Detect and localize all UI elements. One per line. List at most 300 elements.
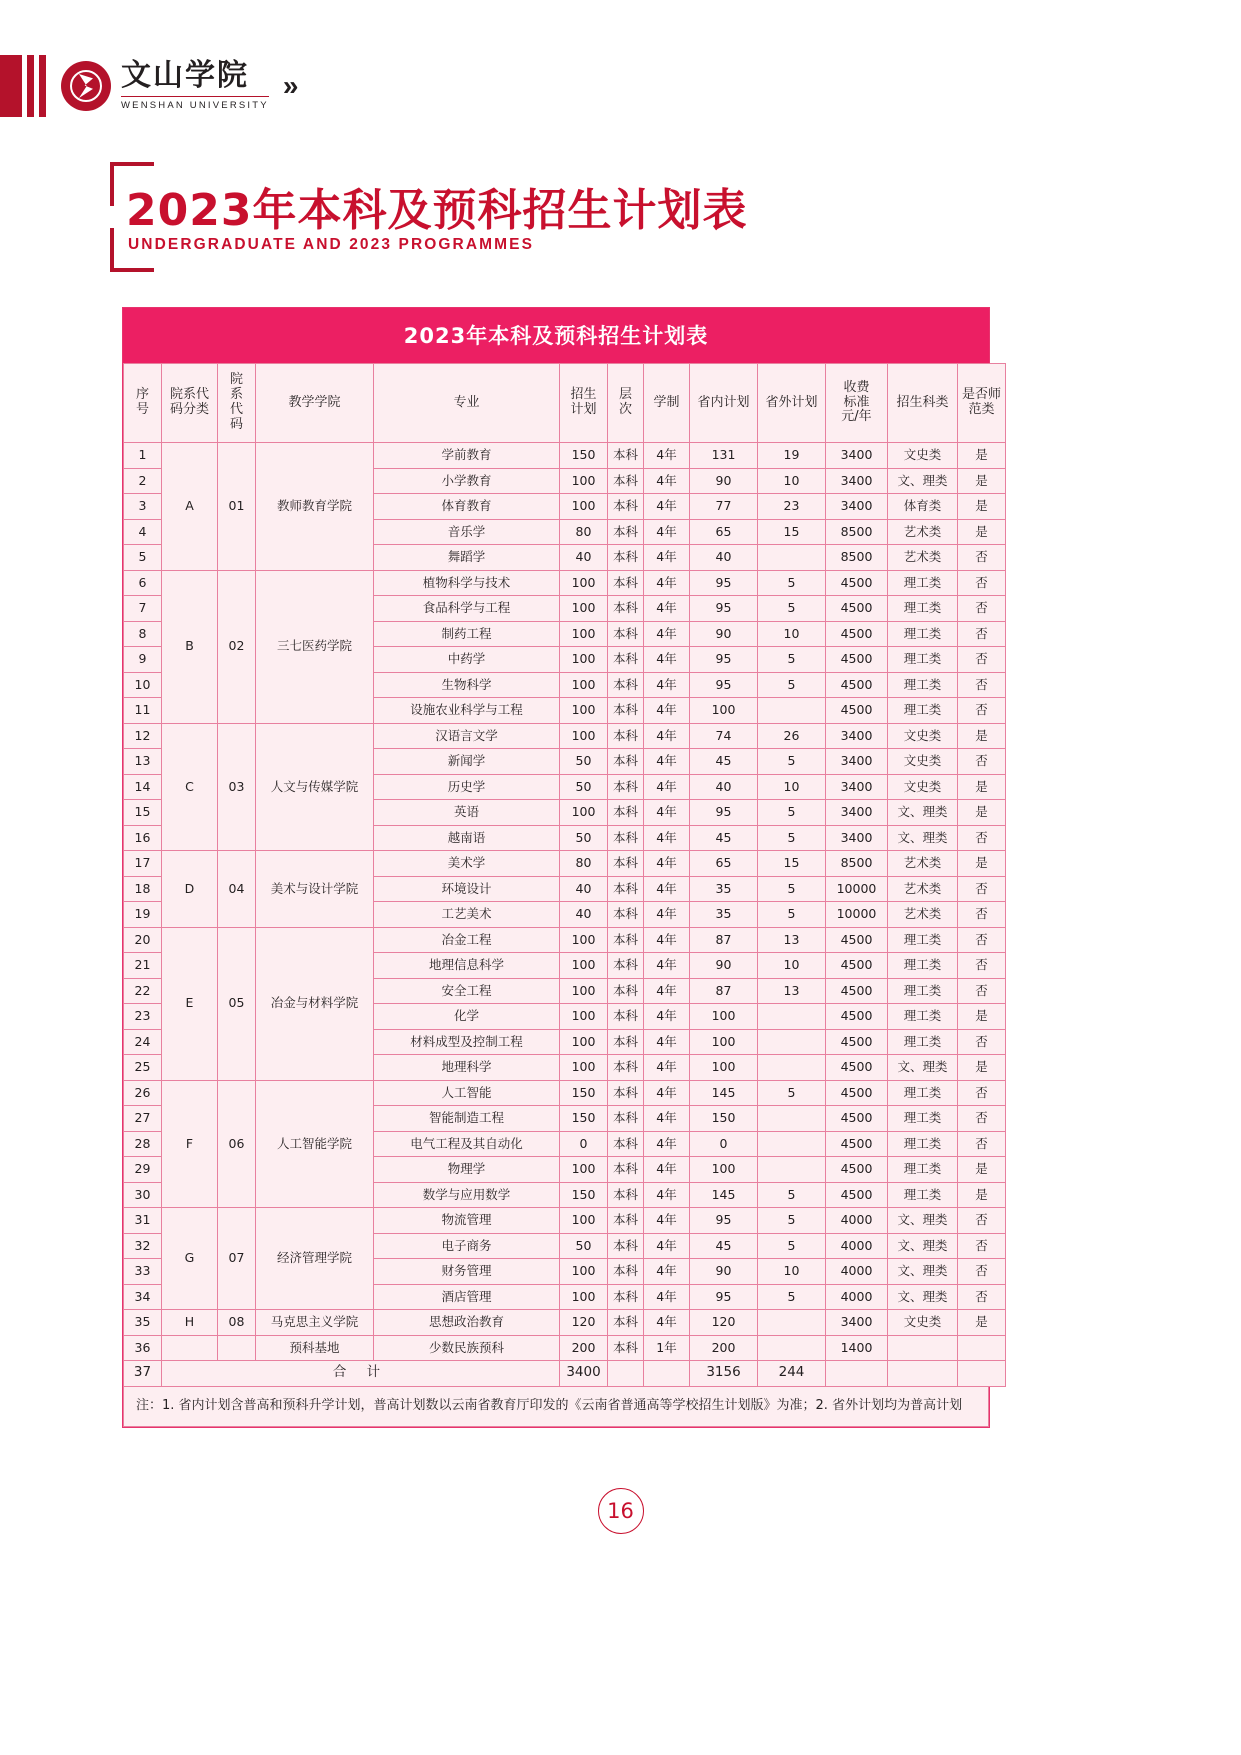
cell-level: 本科 [608, 978, 644, 1004]
page-title: 2023年本科及预科招生计划表 [126, 185, 748, 236]
cell-no: 12 [124, 723, 162, 749]
cell-fee: 3400 [826, 800, 888, 826]
cell-dept-code: 02 [218, 570, 256, 723]
cell-out-province [758, 1106, 826, 1132]
cell-years: 4年 [644, 851, 690, 877]
cell-normal: 否 [958, 570, 1006, 596]
table-caption: 2023年本科及预科招生计划表 [123, 308, 989, 363]
cell-fee: 4500 [826, 596, 888, 622]
cell-total-no: 37 [124, 1361, 162, 1387]
cell-major: 地理信息科学 [374, 953, 560, 979]
cell-dept-letter: A [162, 443, 218, 571]
cell-years: 4年 [644, 749, 690, 775]
table-total-row [124, 1361, 1006, 1387]
cell-plan: 100 [560, 570, 608, 596]
cell-college: 冶金与材料学院 [256, 927, 374, 1080]
cell-total-normal [958, 1361, 1006, 1387]
cell-out-province: 23 [758, 494, 826, 520]
cell-plan: 40 [560, 876, 608, 902]
cell-level: 本科 [608, 1208, 644, 1234]
cell-major: 汉语言文学 [374, 723, 560, 749]
cell-in-province: 45 [690, 825, 758, 851]
cell-college: 教师教育学院 [256, 443, 374, 571]
cell-level: 本科 [608, 749, 644, 775]
cell-plan: 150 [560, 1106, 608, 1132]
cell-in-province: 100 [690, 1004, 758, 1030]
cell-major: 小学教育 [374, 468, 560, 494]
cell-category: 文、理类 [888, 1284, 958, 1310]
cell-level: 本科 [608, 1055, 644, 1081]
cell-years: 4年 [644, 1055, 690, 1081]
cell-college: 马克思主义学院 [256, 1310, 374, 1336]
cell-category: 理工类 [888, 978, 958, 1004]
cell-level: 本科 [608, 1106, 644, 1132]
cell-plan: 100 [560, 494, 608, 520]
cell-no: 13 [124, 749, 162, 775]
table-body [124, 443, 1006, 1387]
cell-in-province: 35 [690, 876, 758, 902]
cell-level: 本科 [608, 647, 644, 673]
cell-plan: 50 [560, 825, 608, 851]
cell-major: 新闻学 [374, 749, 560, 775]
cell-no: 11 [124, 698, 162, 724]
admission-plan-table [123, 363, 1006, 1387]
cell-no: 20 [124, 927, 162, 953]
bar-3 [39, 55, 46, 117]
cell-dept-code: 07 [218, 1208, 256, 1310]
brand-name-en: WENSHAN UNIVERSITY [121, 96, 269, 111]
cell-out-province: 5 [758, 570, 826, 596]
cell-out-province [758, 698, 826, 724]
cell-category: 文史类 [888, 749, 958, 775]
cell-out-province: 5 [758, 647, 826, 673]
cell-years: 4年 [644, 876, 690, 902]
cell-level: 本科 [608, 596, 644, 622]
cell-out-province: 26 [758, 723, 826, 749]
cell-fee: 8500 [826, 545, 888, 571]
cell-major: 食品科学与工程 [374, 596, 560, 622]
cell-no: 1 [124, 443, 162, 469]
cell-category: 文史类 [888, 723, 958, 749]
cell-normal: 否 [958, 621, 1006, 647]
cell-normal: 是 [958, 1182, 1006, 1208]
cell-college: 人文与传媒学院 [256, 723, 374, 851]
cell-fee: 3400 [826, 749, 888, 775]
cell-major: 中药学 [374, 647, 560, 673]
cell-level: 本科 [608, 570, 644, 596]
cell-out-province: 5 [758, 596, 826, 622]
cell-dept-code [218, 1335, 256, 1361]
cell-normal: 否 [958, 902, 1006, 928]
table-row [124, 1208, 1006, 1234]
cell-college: 三七医药学院 [256, 570, 374, 723]
cell-total-level [608, 1361, 644, 1387]
table-note: 注：1. 省内计划含普高和预科升学计划，普高计划数以云南省教育厅印发的《云南省普通高等学校招生计划版》为准；2. 省外计划均为普高计划 [123, 1387, 989, 1427]
cell-fee: 4500 [826, 978, 888, 1004]
cell-category: 理工类 [888, 953, 958, 979]
cell-plan: 100 [560, 468, 608, 494]
cell-category: 体育类 [888, 494, 958, 520]
cell-no: 14 [124, 774, 162, 800]
cell-normal: 否 [958, 1131, 1006, 1157]
cell-dept-code: 04 [218, 851, 256, 928]
cell-fee: 4500 [826, 1157, 888, 1183]
cell-out-province: 5 [758, 800, 826, 826]
cell-years: 4年 [644, 723, 690, 749]
cell-level: 本科 [608, 774, 644, 800]
cell-no: 9 [124, 647, 162, 673]
cell-fee: 8500 [826, 519, 888, 545]
cell-level: 本科 [608, 800, 644, 826]
cell-plan: 100 [560, 953, 608, 979]
cell-category: 文、理类 [888, 468, 958, 494]
cell-out-province: 5 [758, 1182, 826, 1208]
cell-no: 33 [124, 1259, 162, 1285]
cell-in-province: 95 [690, 570, 758, 596]
th-dept-code: 院 系 代 码 [218, 364, 256, 443]
page-subtitle: UNDERGRADUATE AND 2023 PROGRAMMES [128, 236, 535, 253]
cell-level: 本科 [608, 1131, 644, 1157]
cell-years: 4年 [644, 1284, 690, 1310]
cell-years: 4年 [644, 1131, 690, 1157]
cell-in-province: 120 [690, 1310, 758, 1336]
cell-plan: 40 [560, 902, 608, 928]
th-level: 层 次 [608, 364, 644, 443]
cell-in-province: 100 [690, 1157, 758, 1183]
cell-years: 4年 [644, 1029, 690, 1055]
th-college: 教学学院 [256, 364, 374, 443]
cell-normal: 否 [958, 1080, 1006, 1106]
table-row [124, 1335, 1006, 1361]
cell-no: 21 [124, 953, 162, 979]
cell-major: 电子商务 [374, 1233, 560, 1259]
cell-level: 本科 [608, 902, 644, 928]
cell-years: 4年 [644, 1259, 690, 1285]
cell-normal: 否 [958, 1284, 1006, 1310]
brand-name-cn: 文山学院 [121, 58, 249, 94]
cell-level: 本科 [608, 1259, 644, 1285]
cell-out-province: 5 [758, 1233, 826, 1259]
cell-fee: 4000 [826, 1208, 888, 1234]
cell-category: 理工类 [888, 1004, 958, 1030]
cell-out-province: 10 [758, 1259, 826, 1285]
cell-level: 本科 [608, 545, 644, 571]
cell-major: 少数民族预科 [374, 1335, 560, 1361]
cell-major: 环境设计 [374, 876, 560, 902]
cell-plan: 100 [560, 1259, 608, 1285]
cell-plan: 150 [560, 1182, 608, 1208]
cell-normal: 否 [958, 1106, 1006, 1132]
cell-out-province [758, 1335, 826, 1361]
cell-level: 本科 [608, 927, 644, 953]
cell-category: 理工类 [888, 1182, 958, 1208]
cell-dept-letter: D [162, 851, 218, 928]
cell-plan: 100 [560, 800, 608, 826]
cell-in-province: 65 [690, 519, 758, 545]
cell-years: 4年 [644, 1310, 690, 1336]
cell-plan: 100 [560, 1284, 608, 1310]
cell-fee: 8500 [826, 851, 888, 877]
cell-normal: 是 [958, 1310, 1006, 1336]
cell-normal: 否 [958, 647, 1006, 673]
cell-out-province: 10 [758, 953, 826, 979]
cell-fee: 4000 [826, 1233, 888, 1259]
bar-2 [27, 55, 34, 117]
cell-no: 23 [124, 1004, 162, 1030]
cell-category: 艺术类 [888, 545, 958, 571]
cell-plan: 0 [560, 1131, 608, 1157]
cell-in-province: 95 [690, 800, 758, 826]
cell-fee: 3400 [826, 443, 888, 469]
cell-out-province [758, 1310, 826, 1336]
cell-no: 6 [124, 570, 162, 596]
cell-out-province [758, 1029, 826, 1055]
cell-category: 艺术类 [888, 902, 958, 928]
cell-in-province: 100 [690, 1029, 758, 1055]
cell-out-province: 13 [758, 927, 826, 953]
cell-fee: 4500 [826, 1004, 888, 1030]
cell-category: 理工类 [888, 698, 958, 724]
cell-fee: 3400 [826, 1310, 888, 1336]
cell-category: 艺术类 [888, 851, 958, 877]
cell-fee: 4500 [826, 927, 888, 953]
cell-category: 理工类 [888, 1131, 958, 1157]
cell-major: 体育教育 [374, 494, 560, 520]
cell-plan: 100 [560, 927, 608, 953]
cell-major: 学前教育 [374, 443, 560, 469]
cell-level: 本科 [608, 1004, 644, 1030]
cell-major: 音乐学 [374, 519, 560, 545]
cell-normal: 否 [958, 876, 1006, 902]
cell-plan: 100 [560, 723, 608, 749]
university-emblem-icon [61, 61, 111, 111]
cell-major: 化学 [374, 1004, 560, 1030]
cell-major: 地理科学 [374, 1055, 560, 1081]
cell-normal: 是 [958, 1157, 1006, 1183]
cell-major: 设施农业科学与工程 [374, 698, 560, 724]
cell-out-province [758, 1157, 826, 1183]
cell-plan: 100 [560, 1004, 608, 1030]
cell-level: 本科 [608, 1335, 644, 1361]
cell-normal: 否 [958, 1208, 1006, 1234]
cell-level: 本科 [608, 876, 644, 902]
cell-plan: 100 [560, 1157, 608, 1183]
cell-major: 数学与应用数学 [374, 1182, 560, 1208]
cell-no: 31 [124, 1208, 162, 1234]
table-row [124, 1310, 1006, 1336]
table-header-row [124, 364, 1006, 443]
cell-plan: 100 [560, 621, 608, 647]
cell-level: 本科 [608, 953, 644, 979]
cell-plan: 80 [560, 519, 608, 545]
cell-years: 4年 [644, 596, 690, 622]
cell-in-province: 131 [690, 443, 758, 469]
cell-normal: 否 [958, 953, 1006, 979]
cell-no: 25 [124, 1055, 162, 1081]
cell-plan: 120 [560, 1310, 608, 1336]
cell-category: 理工类 [888, 672, 958, 698]
cell-fee: 3400 [826, 774, 888, 800]
cell-years: 4年 [644, 672, 690, 698]
cell-college: 经济管理学院 [256, 1208, 374, 1310]
cell-level: 本科 [608, 1310, 644, 1336]
cell-years: 4年 [644, 953, 690, 979]
th-no: 序 号 [124, 364, 162, 443]
cell-category: 理工类 [888, 927, 958, 953]
cell-level: 本科 [608, 519, 644, 545]
cell-out-province: 5 [758, 749, 826, 775]
cell-plan: 50 [560, 1233, 608, 1259]
cell-dept-code: 08 [218, 1310, 256, 1336]
cell-out-province: 5 [758, 1208, 826, 1234]
cell-fee: 4500 [826, 570, 888, 596]
cell-dept-code: 06 [218, 1080, 256, 1208]
cell-normal [958, 1335, 1006, 1361]
cell-fee: 3400 [826, 494, 888, 520]
cell-dept-letter: C [162, 723, 218, 851]
cell-plan: 100 [560, 978, 608, 1004]
cell-years: 4年 [644, 519, 690, 545]
cell-category: 艺术类 [888, 519, 958, 545]
th-normal: 是否师 范类 [958, 364, 1006, 443]
table-row [124, 443, 1006, 469]
cell-years: 4年 [644, 927, 690, 953]
cell-no: 10 [124, 672, 162, 698]
cell-out-province: 10 [758, 621, 826, 647]
cell-no: 24 [124, 1029, 162, 1055]
cell-no: 32 [124, 1233, 162, 1259]
cell-dept-letter: G [162, 1208, 218, 1310]
cell-plan: 200 [560, 1335, 608, 1361]
cell-total-plan: 3400 [560, 1361, 608, 1387]
cell-normal: 是 [958, 1004, 1006, 1030]
cell-out-province: 5 [758, 876, 826, 902]
cell-no: 26 [124, 1080, 162, 1106]
cell-normal: 否 [958, 1029, 1006, 1055]
cell-major: 电气工程及其自动化 [374, 1131, 560, 1157]
cell-years: 4年 [644, 621, 690, 647]
cell-years: 4年 [644, 1208, 690, 1234]
cell-no: 30 [124, 1182, 162, 1208]
cell-fee: 4500 [826, 1055, 888, 1081]
cell-dept-code: 03 [218, 723, 256, 851]
cell-fee: 4500 [826, 1182, 888, 1208]
cell-normal: 是 [958, 494, 1006, 520]
cell-total-label: 合 计 [162, 1361, 560, 1387]
cell-normal: 否 [958, 545, 1006, 571]
bar-1 [0, 55, 22, 117]
cell-in-province: 95 [690, 1208, 758, 1234]
cell-no: 22 [124, 978, 162, 1004]
cell-years: 4年 [644, 468, 690, 494]
cell-level: 本科 [608, 1157, 644, 1183]
cell-in-province: 90 [690, 1259, 758, 1285]
cell-fee: 3400 [826, 825, 888, 851]
cell-major: 财务管理 [374, 1259, 560, 1285]
cell-out-province: 15 [758, 851, 826, 877]
cell-in-province: 35 [690, 902, 758, 928]
cell-out-province: 13 [758, 978, 826, 1004]
cell-in-province: 90 [690, 621, 758, 647]
cell-out-province: 10 [758, 468, 826, 494]
th-category: 招生科类 [888, 364, 958, 443]
cell-major: 植物科学与技术 [374, 570, 560, 596]
cell-fee: 4500 [826, 698, 888, 724]
table-row [124, 851, 1006, 877]
cell-normal: 是 [958, 468, 1006, 494]
cell-college: 人工智能学院 [256, 1080, 374, 1208]
cell-major: 人工智能 [374, 1080, 560, 1106]
cell-years: 4年 [644, 1106, 690, 1132]
cell-in-province: 40 [690, 545, 758, 571]
cell-dept-code: 01 [218, 443, 256, 571]
cell-category: 理工类 [888, 647, 958, 673]
cell-in-province: 87 [690, 978, 758, 1004]
cell-normal: 否 [958, 596, 1006, 622]
cell-no: 15 [124, 800, 162, 826]
cell-years: 1年 [644, 1335, 690, 1361]
cell-dept-letter: H [162, 1310, 218, 1336]
cell-level: 本科 [608, 825, 644, 851]
cell-category: 文、理类 [888, 1208, 958, 1234]
cell-no: 29 [124, 1157, 162, 1183]
cell-major: 安全工程 [374, 978, 560, 1004]
cell-years: 4年 [644, 1004, 690, 1030]
cell-college: 美术与设计学院 [256, 851, 374, 928]
cell-major: 英语 [374, 800, 560, 826]
cell-fee: 4000 [826, 1259, 888, 1285]
cell-normal: 是 [958, 851, 1006, 877]
decorative-bars [0, 55, 51, 117]
cell-normal: 否 [958, 1233, 1006, 1259]
cell-category: 文、理类 [888, 1259, 958, 1285]
cell-plan: 100 [560, 1208, 608, 1234]
cell-dept-letter: F [162, 1080, 218, 1208]
cell-out-province [758, 1055, 826, 1081]
cell-category: 文、理类 [888, 1055, 958, 1081]
cell-out-province [758, 1004, 826, 1030]
cell-normal: 否 [958, 825, 1006, 851]
th-in-province: 省内计划 [690, 364, 758, 443]
cell-no: 17 [124, 851, 162, 877]
cell-years: 4年 [644, 774, 690, 800]
cell-in-province: 145 [690, 1182, 758, 1208]
cell-no: 36 [124, 1335, 162, 1361]
cell-category: 理工类 [888, 1157, 958, 1183]
cell-years: 4年 [644, 570, 690, 596]
table-row [124, 927, 1006, 953]
cell-in-province: 90 [690, 468, 758, 494]
cell-category: 理工类 [888, 570, 958, 596]
cell-category: 艺术类 [888, 876, 958, 902]
cell-level: 本科 [608, 851, 644, 877]
cell-total-category [888, 1361, 958, 1387]
page-number: 16 [598, 1488, 644, 1534]
th-out-province: 省外计划 [758, 364, 826, 443]
cell-category: 文、理类 [888, 825, 958, 851]
th-fee: 收费 标准 元/年 [826, 364, 888, 443]
cell-normal: 否 [958, 749, 1006, 775]
cell-major: 制药工程 [374, 621, 560, 647]
cell-normal: 是 [958, 774, 1006, 800]
cell-in-province: 100 [690, 1055, 758, 1081]
cell-fee: 4500 [826, 1029, 888, 1055]
cell-in-province: 95 [690, 672, 758, 698]
cell-category: 文史类 [888, 774, 958, 800]
cell-no: 35 [124, 1310, 162, 1336]
cell-normal: 是 [958, 519, 1006, 545]
cell-out-province: 5 [758, 672, 826, 698]
